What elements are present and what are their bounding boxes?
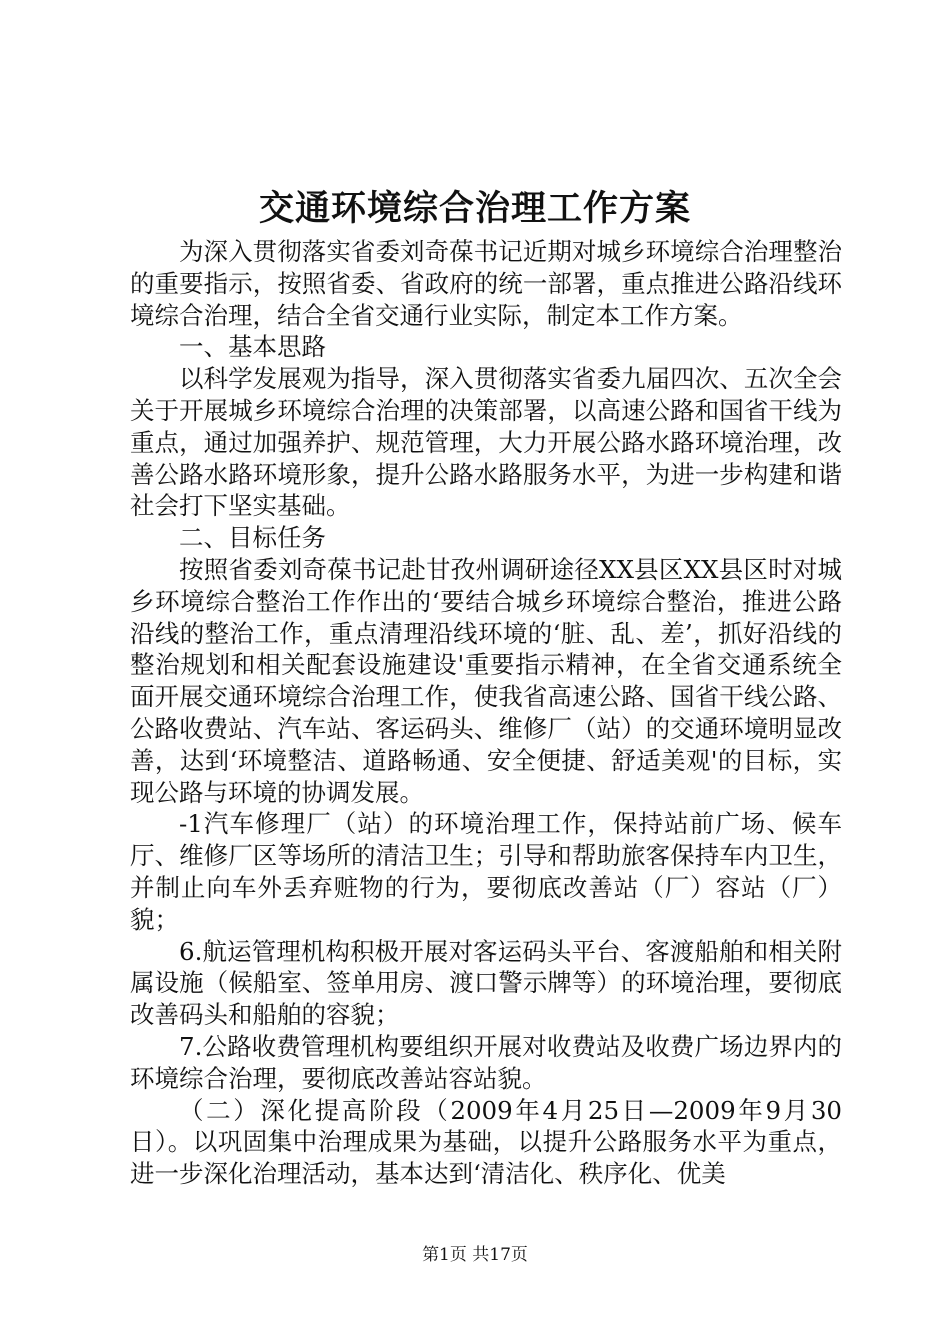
paragraph-item-6: 6.航运管理机构积极开展对客运码头平台、客渡船舶和相关附属设施（候船室、签单用房、渡口警示牌等）的环境治理，要彻底改善码头和船舶的容貌； — [130, 936, 842, 1030]
paragraph-item-7: 7.公路收费管理机构要组织开展对收费站及收费广场边界内的环境综合治理，要彻底改善站容站貌。 — [130, 1031, 842, 1093]
paragraph-item-repair-shops: -1汽车修理厂（站）的环境治理工作，保持站前广场、候车厅、维修厂区等场所的清洁卫生；引导和帮助旅客保持车内卫生，并制止向车外丢弃赃物的行为，要彻底改善站（厂）容站（厂）貌； — [130, 809, 842, 934]
heading-basic-approach: 一、基本思路 — [179, 332, 326, 362]
document-title: 交通环境综合治理工作方案 — [258, 188, 691, 229]
paragraph-goals-tasks: 按照省委刘奇葆书记赴甘孜州调研途径XX县区XX县区时对城乡环境综合整治工作作出的‘要结合城乡环境综合整治，推进公路沿线的整治工作，重点清理沿线环境的‘脏、乱、差’，抓好沿线的整治规划和相关配套设施建设'重要指示精神，在全省交通系统全面开展交通环境综合治理工作，使我省高速公路、国省干线公路、公路收费站、汽车站、客运码头、维修厂（站）的交通环境明显改善，达到‘环境整洁、道路畅通、安全便捷、舒适美观'的目标，实现公路与环境的协调发展。 — [130, 554, 842, 807]
page-footer: 第1页 共17页 — [422, 1245, 528, 1265]
document-body — [130, 236, 842, 1190]
heading-goals-tasks: 二、目标任务 — [179, 523, 326, 553]
paragraph-basic-approach: 以科学发展观为指导，深入贯彻落实省委九届四次、五次全会关于开展城乡环境综合治理的决策部署，以高速公路和国省干线为重点，通过加强养护、规范管理，大力开展公路水路环境治理，改善公路水路环境形象，提升公路水路服务水平，为进一步构建和谐社会打下坚实基础。 — [130, 364, 842, 521]
paragraph-deepening-stage: （二）深化提高阶段（2009年4月25日—2009年9月30日）。以巩固集中治理成果为基础，以提升公路服务水平为重点，进一步深化治理活动，基本达到‘清洁化、秩序化、优美 — [130, 1095, 842, 1189]
paragraph-intro: 为深入贯彻落实省委刘奇葆书记近期对城乡环境综合治理整治的重要指示，按照省委、省政府的统一部署，重点推进公路沿线环境综合治理，结合全省交通行业实际，制定本工作方案。 — [130, 237, 842, 330]
